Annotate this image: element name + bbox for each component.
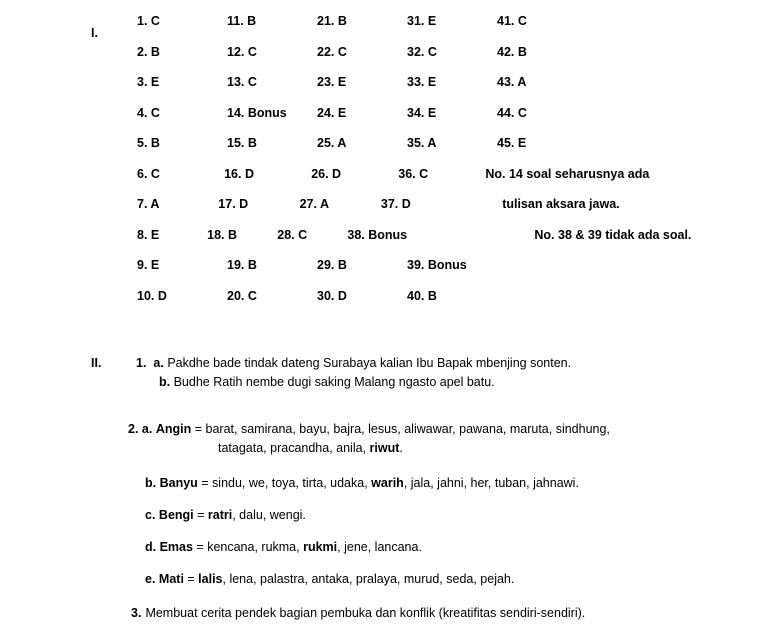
answer-item: 7. A bbox=[137, 197, 160, 211]
question-2-b-bold: warih bbox=[371, 476, 404, 490]
answer-item: 17. D bbox=[218, 197, 249, 211]
answer-item: 42. B bbox=[497, 44, 527, 59]
answer-item: 14. Bonus bbox=[227, 105, 287, 120]
answer-item: 43. A bbox=[497, 75, 527, 89]
answer-row bbox=[137, 289, 737, 320]
answer-item: 38. Bonus bbox=[347, 227, 408, 242]
answer-item: 22. C bbox=[317, 44, 347, 59]
answer-row bbox=[137, 228, 737, 259]
section-one-roman-label: I. bbox=[91, 26, 98, 40]
answer-item: 32. C bbox=[407, 44, 437, 59]
answer-item: 4. C bbox=[137, 105, 160, 120]
answer-row bbox=[137, 136, 737, 167]
answer-row bbox=[137, 45, 737, 76]
answer-item: 1. C bbox=[137, 14, 160, 28]
note-line-1: No. 14 soal seharusnya ada bbox=[485, 166, 650, 181]
answer-item: 16. D bbox=[224, 166, 254, 181]
answer-item: 39. Bonus bbox=[407, 258, 467, 272]
answer-item: 45. E bbox=[497, 136, 527, 150]
question-1 bbox=[136, 354, 746, 393]
question-2-b-label: b. bbox=[145, 476, 157, 490]
answer-row bbox=[137, 258, 737, 289]
question-2-a-word: Angin bbox=[155, 422, 192, 436]
question-2-c-post: , dalu, wengi. bbox=[232, 508, 306, 522]
question-2-d-word: Emas bbox=[159, 540, 193, 554]
question-2-b-post: , jala, jahni, her, tuban, jahnawi. bbox=[403, 476, 579, 490]
question-1-b-text: Budhe Ratih nembe dugi saking Malang ngasto apel batu. bbox=[173, 375, 495, 390]
question-2-b-pre: = sindu, we, toya, tirta, udaka, bbox=[197, 476, 372, 490]
note-line-2: tulisan aksara jawa. bbox=[502, 197, 620, 211]
answer-item: 8. E bbox=[137, 227, 160, 242]
question-1-number: 1. bbox=[136, 356, 147, 370]
question-2-a-list-2-bold: riwut bbox=[369, 441, 400, 456]
answer-item: 9. E bbox=[137, 258, 160, 272]
answer-row bbox=[137, 167, 737, 198]
answer-item: 24. E bbox=[317, 105, 347, 120]
question-2-a-label: a. bbox=[141, 422, 153, 436]
question-2-a-list-2-post: . bbox=[399, 441, 403, 456]
question-2-c-word: Bengi bbox=[158, 508, 194, 522]
question-2-line-c bbox=[145, 506, 306, 525]
answer-grid bbox=[137, 14, 737, 319]
question-2-b-word: Banyu bbox=[159, 476, 198, 490]
question-1-a-text: Pakdhe bade tindak dateng Surabaya kalian Ibu Bapak mbenjing sonten. bbox=[167, 356, 572, 370]
answer-item: 31. E bbox=[407, 14, 437, 28]
answer-item: 15. B bbox=[227, 136, 257, 150]
answer-item: 3. E bbox=[137, 75, 160, 89]
question-2-line-a bbox=[128, 420, 748, 439]
question-1-a-label: a. bbox=[153, 356, 164, 370]
question-2-c-label: c. bbox=[145, 508, 156, 522]
question-2-d-pre: = kencana, rukma, bbox=[192, 540, 304, 554]
answer-item: 25. A bbox=[317, 136, 347, 150]
answer-item: 2. B bbox=[137, 44, 160, 59]
question-2-line-a-cont bbox=[128, 439, 748, 458]
question-2-c-bold: ratri bbox=[207, 508, 233, 522]
question-2-d-bold: rukmi bbox=[303, 540, 338, 554]
answer-item: 6. C bbox=[137, 166, 160, 181]
answer-row bbox=[137, 75, 737, 106]
question-1-line-a bbox=[136, 354, 746, 373]
question-3 bbox=[131, 604, 585, 623]
answer-item: 21. B bbox=[317, 14, 347, 28]
question-2-e-pre: = bbox=[183, 572, 199, 586]
answer-item: 37. D bbox=[380, 197, 411, 211]
answer-item: 35. A bbox=[407, 136, 437, 150]
answer-item: 34. E bbox=[407, 105, 437, 120]
question-2-a-eq: = bbox=[191, 422, 206, 436]
answer-item: 41. C bbox=[497, 14, 527, 28]
question-1-b-label: b. bbox=[159, 375, 171, 390]
answer-row bbox=[137, 14, 737, 45]
answer-item: 29. B bbox=[317, 258, 347, 272]
answer-item: 19. B bbox=[227, 258, 257, 272]
answer-item: 27. A bbox=[299, 197, 330, 211]
answer-item: 18. B bbox=[207, 227, 238, 242]
question-2-e-label: e. bbox=[145, 572, 156, 586]
section-two-roman-label: II. bbox=[91, 356, 102, 370]
question-2-line-b bbox=[145, 474, 579, 493]
answer-item: 44. C bbox=[497, 105, 527, 120]
question-2-e-bold: lalis bbox=[198, 572, 223, 586]
answer-item: 33. E bbox=[407, 75, 437, 89]
question-2 bbox=[128, 420, 748, 459]
answer-item: 11. B bbox=[227, 14, 257, 28]
answer-item: 30. D bbox=[317, 288, 347, 303]
question-2-number: 2. bbox=[128, 422, 139, 436]
question-3-number: 3. bbox=[131, 606, 142, 620]
answer-item: 20. C bbox=[227, 288, 257, 303]
question-2-c-pre: = bbox=[193, 508, 208, 522]
note-line-3: No. 38 & 39 tidak ada soal. bbox=[534, 227, 692, 242]
question-3-text: Membuat cerita pendek bagian pembuka dan konflik (kreatifitas sendiri-sendiri). bbox=[145, 606, 586, 620]
question-2-line-e bbox=[145, 570, 514, 589]
question-2-a-list-1: barat, samirana, bayu, bajra, lesus, aliwawar, pawana, maruta, sindhung, bbox=[205, 422, 610, 436]
answer-item: 10. D bbox=[137, 288, 167, 303]
answer-item: 5. B bbox=[137, 136, 160, 150]
answer-item: 23. E bbox=[317, 75, 347, 89]
question-2-line-d bbox=[145, 538, 422, 557]
answer-item: 36. C bbox=[398, 166, 429, 181]
answer-row bbox=[137, 106, 737, 137]
question-2-e-post: , lena, palastra, antaka, pralaya, murud, seda, pejah. bbox=[222, 572, 515, 586]
answer-item: 28. C bbox=[277, 227, 308, 242]
question-2-e-word: Mati bbox=[158, 572, 184, 586]
question-2-d-label: d. bbox=[145, 540, 157, 554]
question-2-d-post: , jene, lancana. bbox=[337, 540, 422, 554]
question-2-a-list-2-pre: tatagata, pracandha, anila, bbox=[218, 441, 370, 456]
answer-item: 13. C bbox=[227, 75, 257, 89]
question-1-line-b bbox=[136, 373, 746, 392]
answer-item: 40. B bbox=[407, 288, 437, 303]
answer-item: 12. C bbox=[227, 44, 257, 59]
answer-row bbox=[137, 197, 737, 228]
answer-item: 26. D bbox=[311, 166, 342, 181]
